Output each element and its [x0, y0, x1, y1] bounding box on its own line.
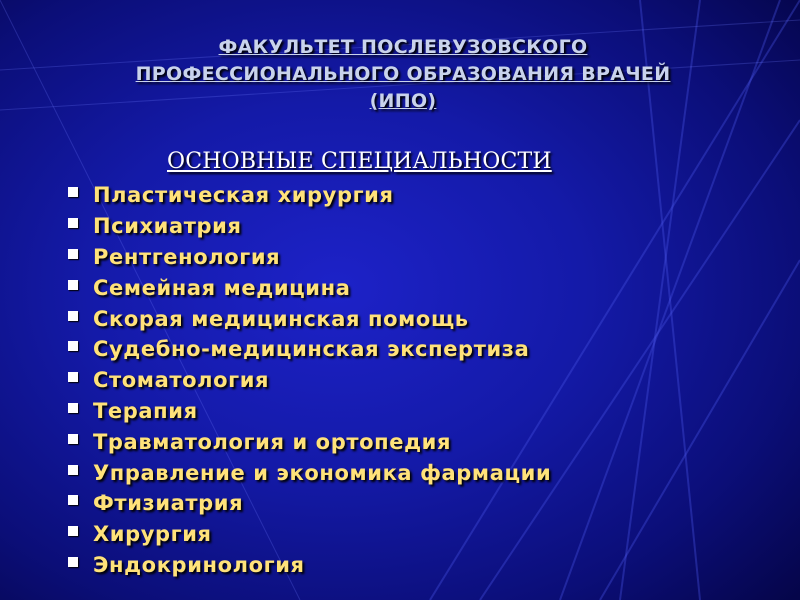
square-bullet-icon	[68, 311, 78, 321]
list-item-text: Фтизиатрия	[93, 491, 244, 516]
list-item	[68, 272, 551, 303]
list-item-text: Скорая медицинская помощь	[93, 306, 469, 331]
list-item-text: Стоматология	[93, 368, 270, 393]
title-line-2: ПРОФЕССИОНАЛЬНОГО ОБРАЗОВАНИЯ ВРАЧЕЙ	[135, 63, 671, 85]
list-item	[68, 365, 551, 396]
square-bullet-icon	[68, 465, 78, 475]
list-item	[68, 303, 551, 334]
list-item-text: Психиатрия	[93, 214, 242, 239]
square-bullet-icon	[68, 218, 78, 228]
list-item	[68, 211, 551, 242]
slide-title	[40, 34, 766, 115]
list-item	[68, 396, 551, 427]
list-item-text: Пластическая хирургия	[93, 183, 394, 208]
title-line-3: (ИПО)	[369, 90, 437, 112]
square-bullet-icon	[68, 341, 78, 351]
list-item-text: Травматология и ортопедия	[93, 429, 452, 454]
square-bullet-icon	[68, 280, 78, 290]
specialties-list	[68, 180, 551, 580]
list-item-text: Эндокринология	[93, 552, 305, 577]
square-bullet-icon	[68, 403, 78, 413]
list-item-text: Семейная медицина	[93, 275, 351, 300]
title-line-1: ФАКУЛЬТЕТ ПОСЛЕВУЗОВСКОГО	[218, 36, 588, 58]
list-item	[68, 519, 551, 550]
list-item	[68, 550, 551, 581]
square-bullet-icon	[68, 372, 78, 382]
list-item	[68, 334, 551, 365]
square-bullet-icon	[68, 557, 78, 567]
list-item-text: Управление и экономика фармации	[93, 460, 552, 485]
list-item-text: Терапия	[93, 398, 198, 423]
square-bullet-icon	[68, 249, 78, 259]
list-item	[68, 426, 551, 457]
list-item	[68, 488, 551, 519]
list-item	[68, 457, 551, 488]
square-bullet-icon	[68, 495, 78, 505]
square-bullet-icon	[68, 434, 78, 444]
list-item-text: Судебно-медицинская экспертиза	[93, 337, 530, 362]
section-heading: ОСНОВНЫЕ СПЕЦИАЛЬНОСТИ	[167, 149, 552, 174]
list-item-text: Рентгенология	[93, 244, 281, 269]
square-bullet-icon	[68, 526, 78, 536]
list-item	[68, 180, 551, 211]
square-bullet-icon	[68, 187, 78, 197]
list-item	[68, 242, 551, 273]
list-item-text: Хирургия	[93, 522, 212, 547]
